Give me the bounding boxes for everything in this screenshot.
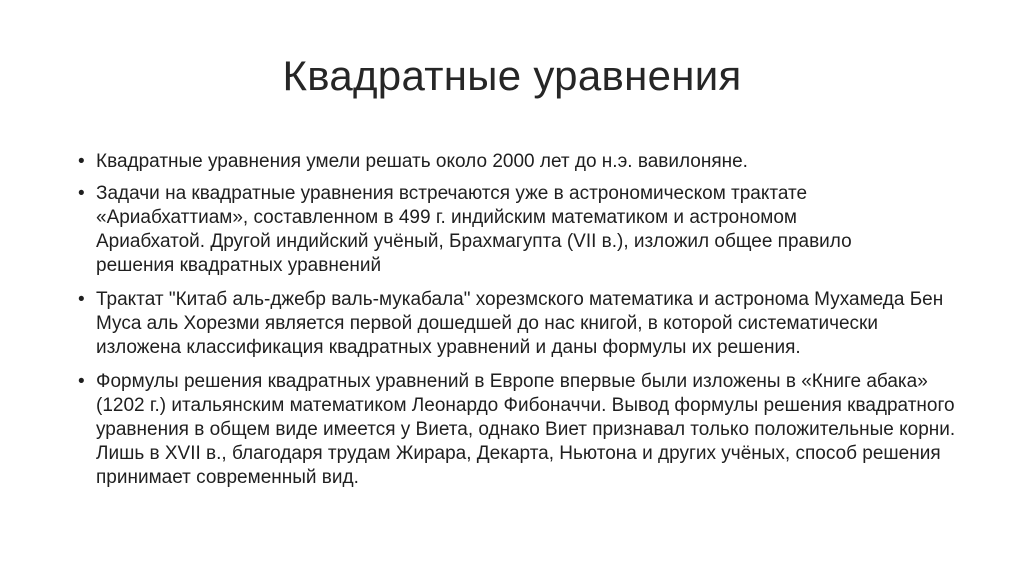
slide-title: Квадратные уравнения <box>282 52 742 99</box>
bullet-dot: • <box>78 289 85 310</box>
bullet-item <box>78 370 958 490</box>
bullet-list <box>78 150 958 500</box>
bullet-dot: • <box>78 183 85 204</box>
bullet-item <box>78 288 958 360</box>
bullet-dot: • <box>78 151 85 172</box>
bullet-text: Квадратные уравнения умели решать около 2000 лет до н.э. вавилоняне. <box>96 151 748 172</box>
bullet-dot: • <box>78 371 85 392</box>
bullet-item <box>78 182 876 278</box>
bullet-text: Формулы решения квадратных уравнений в Европе впервые были изложены в «Книге абака» (1202 г.) итальянским математиком Леонардо Фибоначчи. Вывод формулы решения квадратного уравнения в общем виде имеется у Виета, однако Виет признавал только положительные корни. Лишь в XVII в., благодаря трудам Жирара, Декарта, Ньютона и других учёных, способ решения принимает современный вид. <box>96 371 956 488</box>
bullet-item <box>78 150 856 174</box>
bullet-text: Задачи на квадратные уравнения встречаются уже в астрономическом трактате «Ариабхаттиам», составленном в 499 г. индийским математиком и астрономом Ариабхатой. Другой индийский учёный, Брахмагупта (VII в.), изложил общее правило решения квадратных уравнений <box>96 183 852 276</box>
bullet-text: Трактат "Китаб аль-джебр валь-мукабала" хорезмского математика и астронома Мухамеда Бен Муса аль Хорезми является первой дошедшей до нас книгой, в которой систематически изложена классификация квадратных уравнений и даны формулы их решения. <box>96 289 944 358</box>
